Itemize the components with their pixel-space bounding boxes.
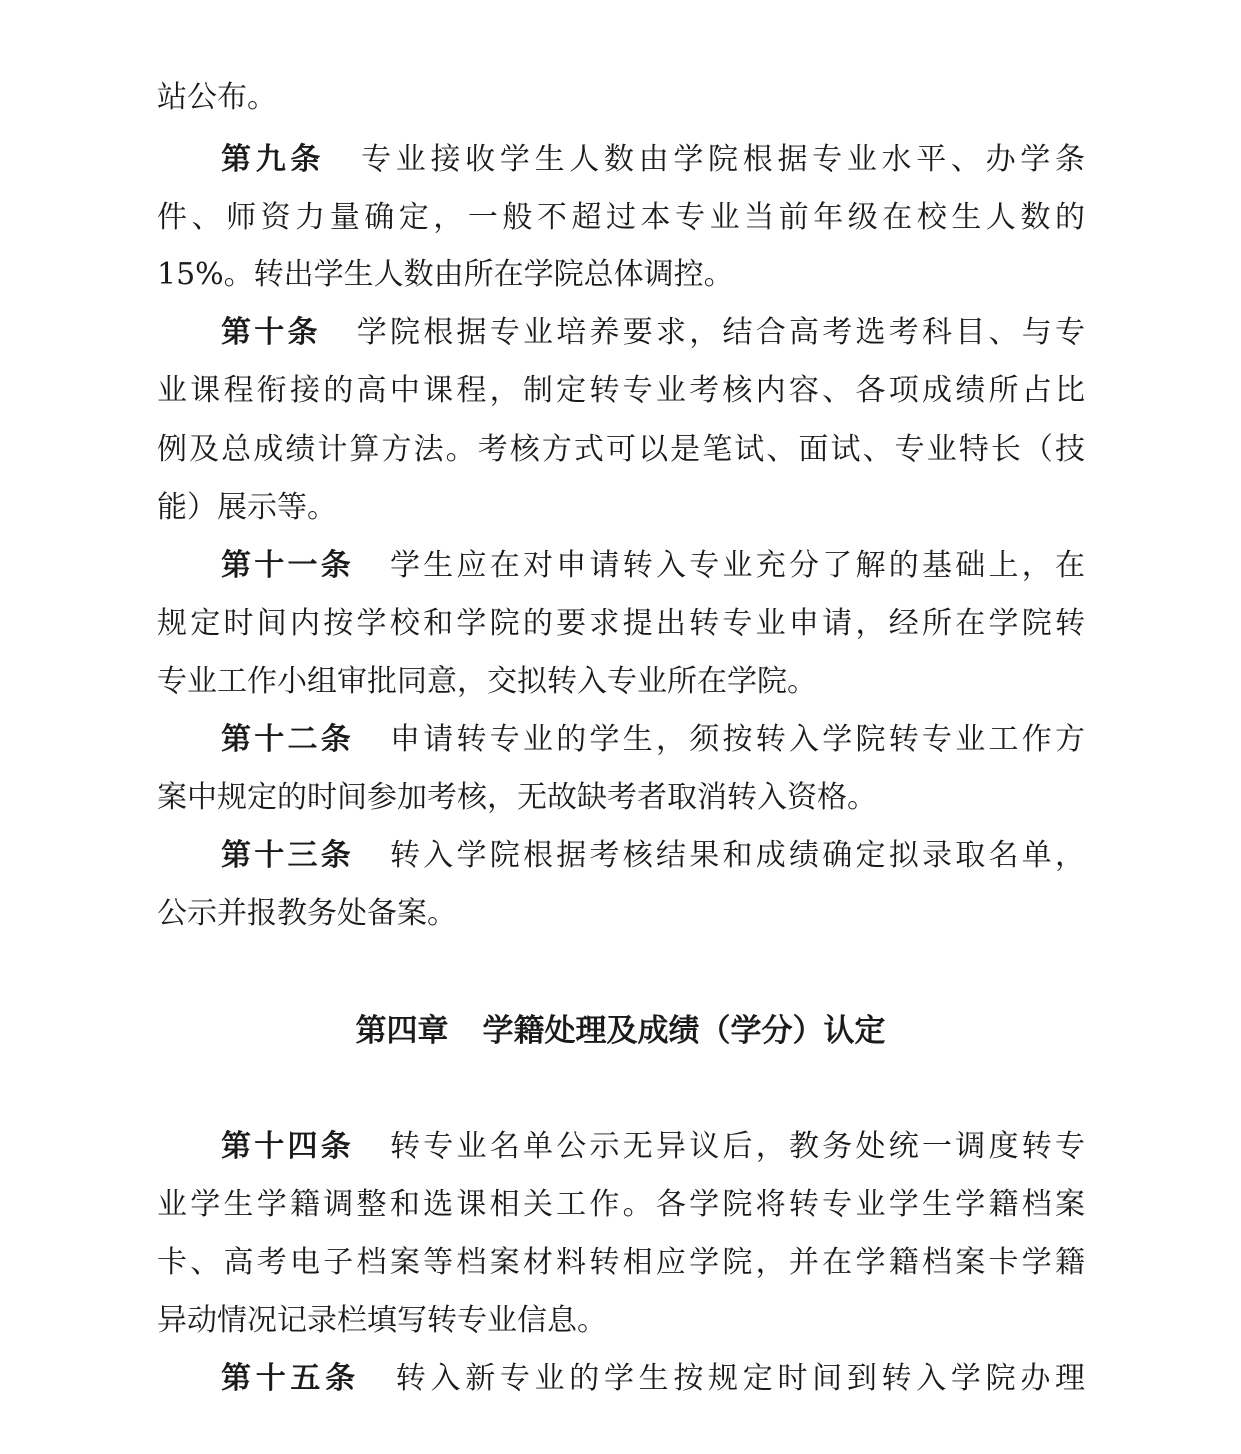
text-line: 学院根据专业培养要求，结合高考选考科目、与专 bbox=[356, 315, 1085, 350]
text-line: 业课程衔接的高中课程，制定转专业考核内容、各项成绩所占比 bbox=[157, 373, 1085, 408]
text-line: 公示并报教务处备案。 bbox=[157, 896, 457, 931]
article-10-first-line bbox=[221, 313, 1085, 353]
text-line: 异动情况记录栏填写转专业信息。 bbox=[157, 1303, 607, 1338]
text-line: 站公布。 bbox=[157, 80, 277, 115]
article-13-first-line bbox=[221, 836, 1085, 876]
text-line: 转入新专业的学生按规定时间到转入学院办理 bbox=[395, 1361, 1086, 1396]
text-line: 业学生学籍调整和选课相关工作。各学院将转专业学生学籍档案 bbox=[157, 1187, 1085, 1222]
text-line: 件、师资力量确定，一般不超过本专业当前年级在校生人数的 bbox=[157, 200, 1085, 235]
text-line: 专业工作小组审批同意，交拟转入专业所在学院。 bbox=[157, 664, 817, 699]
article-12-title: 第十二条 bbox=[221, 722, 354, 757]
text-line: 转入学院根据考核结果和成绩确定拟录取名单， bbox=[390, 838, 1085, 873]
chapter-title: 学籍处理及成绩（学分）认定 bbox=[482, 1013, 886, 1049]
article-14-title: 第十四条 bbox=[221, 1129, 354, 1164]
text-line: 专业接收学生人数由学院根据专业水平、办学条 bbox=[361, 142, 1086, 177]
text-line: 规定时间内按学校和学院的要求提出转专业申请，经所在学院转 bbox=[157, 606, 1085, 641]
article-12-first-line bbox=[221, 720, 1085, 760]
chapter-heading bbox=[0, 1011, 1241, 1051]
article-15-title: 第十五条 bbox=[221, 1361, 360, 1396]
article-14-first-line bbox=[221, 1127, 1085, 1167]
article-15-first-line bbox=[221, 1359, 1085, 1399]
article-11-title: 第十一条 bbox=[221, 548, 354, 583]
article-11-first-line bbox=[221, 546, 1085, 586]
text-line: 15%。转出学生人数由所在学院总体调控。 bbox=[157, 257, 734, 292]
article-9-title: 第九条 bbox=[221, 142, 326, 177]
text-line: 能）展示等。 bbox=[157, 490, 337, 525]
text-line: 案中规定的时间参加考核，无故缺考者取消转入资格。 bbox=[157, 780, 877, 815]
text-line: 转专业名单公示无异议后，教务处统一调度转专 bbox=[390, 1129, 1085, 1164]
text-line: 申请转专业的学生，须按转入学院转专业工作方 bbox=[390, 722, 1085, 757]
chapter-number: 第四章 bbox=[355, 1013, 449, 1049]
text-line: 卡、高考电子档案等档案材料转相应学院，并在学籍档案卡学籍 bbox=[157, 1245, 1085, 1280]
article-9-first-line bbox=[221, 140, 1085, 180]
text-line: 学生应在对申请转入专业充分了解的基础上，在 bbox=[390, 548, 1085, 583]
text-line: 例及总成绩计算方法。考核方式可以是笔试、面试、专业特长（技 bbox=[157, 432, 1085, 467]
article-10-title: 第十条 bbox=[221, 315, 321, 350]
article-13-title: 第十三条 bbox=[221, 838, 354, 873]
